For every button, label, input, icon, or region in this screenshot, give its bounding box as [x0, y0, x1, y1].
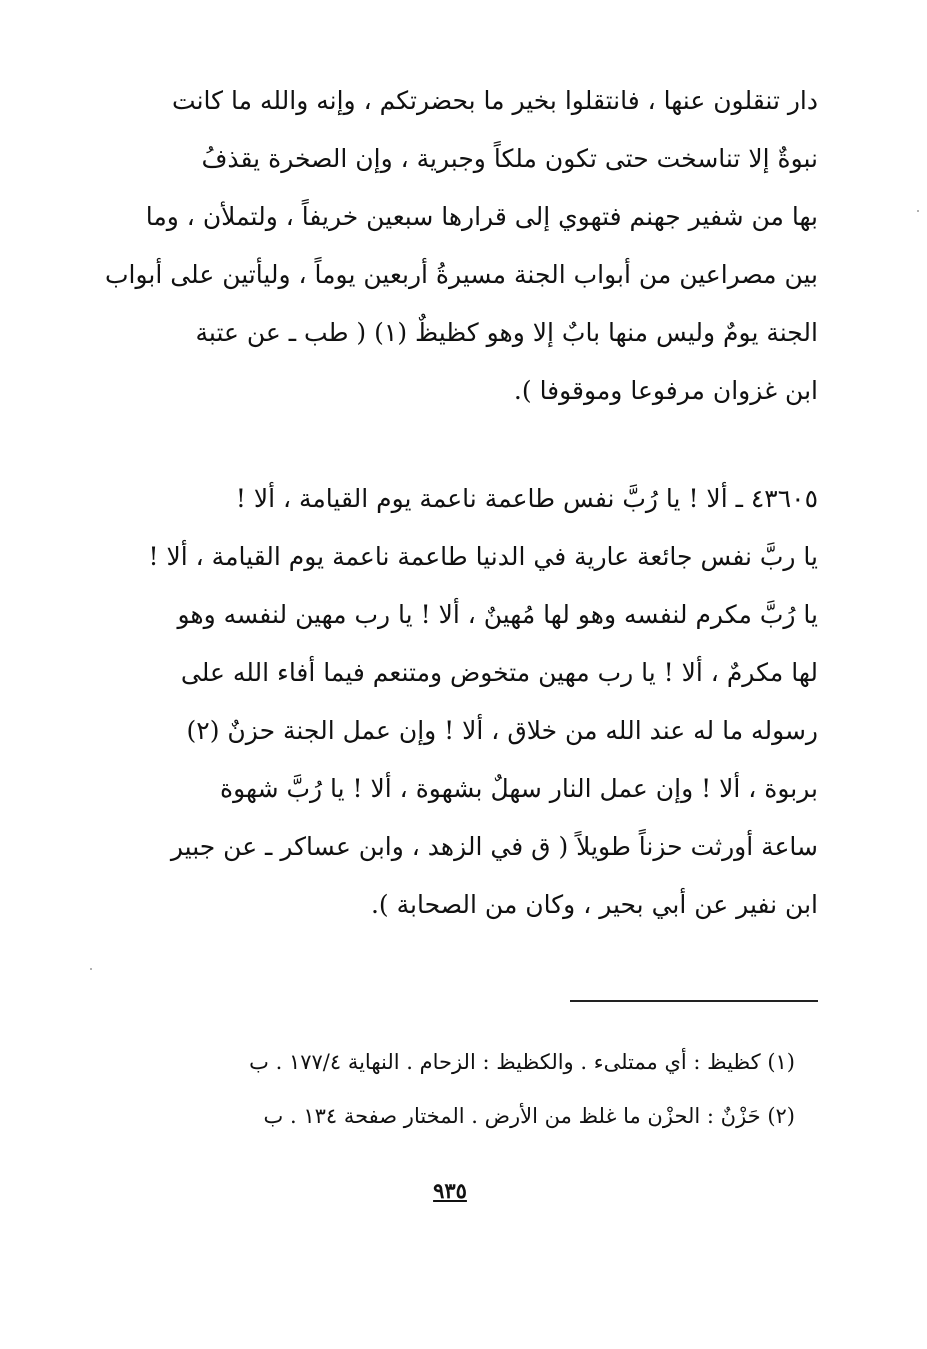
text-line: دار تنقلون عنها ، فانتقلوا بخير ما بحضرتكم ، وإنه والله ما كانت [172, 86, 818, 115]
paragraph-1 [100, 72, 818, 420]
text-line: لها مكرمٌ ، ألا ! يا رب مهين متخوض ومتنعم فيما أفاء الله على [180, 658, 818, 687]
text-line: بين مصراعين من أبواب الجنة مسيرةُ أربعين يوماً ، وليأتين على أبواب [104, 260, 818, 289]
text-line: ساعة أورثت حزناً طويلاً ( ق في الزهد ، وابن عساكر ـ عن جبير [170, 832, 818, 861]
text-line: ابن نفير عن أبي بحير ، وكان من الصحابة ). [370, 890, 818, 919]
text-line: رسوله ما له عند الله من خلاق ، ألا ! وإن عمل الجنة حزنٌ (٢) [186, 716, 818, 745]
text-line: ابن غزوان مرفوعا وموقوفا ). [513, 376, 818, 405]
text-line: بها من شفير جهنم فتهوي إلى قرارها سبعين خريفاً ، ولتملأن ، وما [145, 202, 818, 231]
text-line: نبوةٌ إلا تناسخت حتى تكون ملكاً وجبرية ، وإن الصخرة يقذفُ [201, 144, 818, 173]
text-line: يا رُبَّ مكرم لنفسه وهو لها مُهينٌ ، ألا ! يا رب مهين لنفسه وهو [177, 600, 818, 629]
paragraph-2 [100, 470, 818, 934]
footnote-2: (٢) حَزْنٌ : الحزْن ما غلظ من الأرض . المختار صفحة ١٣٤ . ب [263, 1104, 795, 1128]
footnotes [150, 1035, 795, 1143]
footnote-divider [570, 1000, 818, 1002]
text-line: بربوة ، ألا ! وإن عمل النار سهلٌ بشهوة ، ألا ! يا رُبَّ شهوة [220, 774, 818, 803]
footnote-1: (١) كظيظ : أي ممتلىء . والكظيظ : الزحام . النهاية ١٧٧/٤ . ب [249, 1050, 795, 1074]
page-number: ٩٣٥ [433, 1178, 467, 1203]
text-line: الجنة يومٌ وليس منها بابٌ إلا وهو كظيظٌ (١) ( طب ـ عن عتبة [195, 318, 818, 347]
text-line: يا ربَّ نفس جائعة عارية في الدنيا طاعمة ناعمة يوم القيامة ، ألا ! [148, 542, 818, 571]
scan-speck [917, 210, 919, 212]
scan-speck [90, 968, 92, 970]
text-line: ٤٣٦٠٥ ـ ألا ! يا رُبَّ نفس طاعمة ناعمة يوم القيامة ، ألا ! [235, 484, 818, 513]
